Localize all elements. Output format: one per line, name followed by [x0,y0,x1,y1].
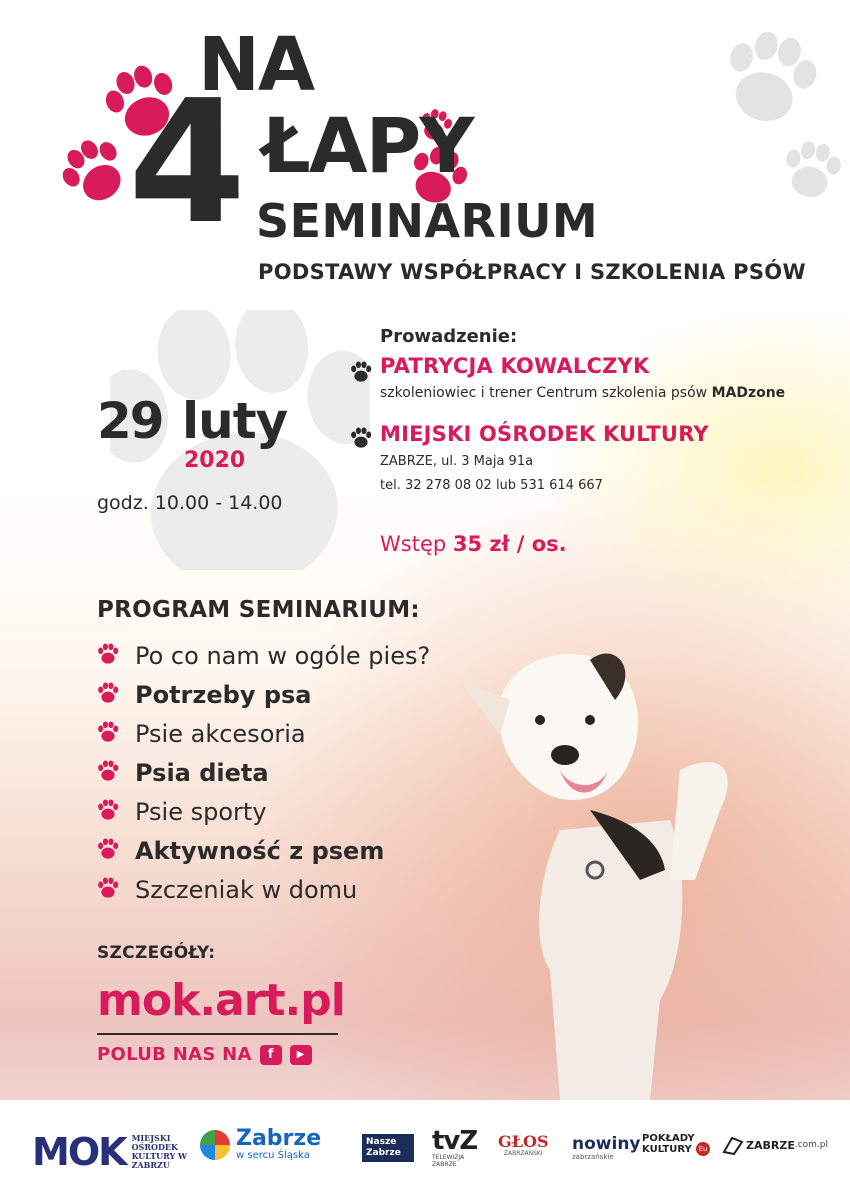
mok-logo [32,1130,194,1174]
pink-paw-bullet-icon [97,798,119,820]
glos-name: GŁOS [498,1132,549,1151]
zabrze-flower-icon [200,1130,230,1160]
host1-brand: MADzone [711,385,786,401]
pink-paw-bullet-icon [97,837,119,859]
nasze-zabrze-logo [362,1134,414,1162]
program-title: PROGRAM SEMINARIUM: [97,597,420,623]
glos-sub: ZABRZAŃSKI [503,1150,543,1157]
paw-bullet-icon [350,426,372,448]
title-four: 4 [128,64,241,262]
follow-label: POLUB NAS NA [97,1044,252,1065]
program-item-text: Aktywność z psem [135,836,385,865]
dog-photo [440,640,740,1100]
pink-paw-bullet-icon [97,876,119,898]
program-list [97,636,430,909]
nowiny-logo [572,1136,641,1161]
pink-paw-bullet-icon [97,642,119,664]
date-hours: godz. 10.00 - 14.00 [97,492,283,514]
nowiny-sub: zabrzańskie [572,1153,614,1161]
pink-paw-bullet-icon [97,720,119,742]
tvz-sub: TELEWIZJA ZABRZE [432,1154,465,1168]
program-item-text: Psie sporty [135,797,267,826]
date-year: 2020 [184,448,246,473]
details-label: SZCZEGÓŁY: [97,943,216,963]
program-item [97,753,430,792]
title-lapy: ŁAPY [262,101,473,190]
zabrze-com-logo [722,1134,828,1156]
host2-name: MIEJSKI OŚRODEK KULTURY [380,422,709,446]
program-item-text: Psia dieta [135,758,269,787]
poklady-name: POKŁADY KULTURY [642,1133,695,1155]
date-day: 29 [97,392,163,450]
zabrze-com-suffix: .com.pl [794,1140,829,1150]
title-seminar: SEMINARIUM [256,194,599,248]
book-icon [722,1134,744,1156]
program-item-text: Psie akcesoria [135,719,306,748]
subtitle: PODSTAWY WSPÓŁPRACY I SZKOLENIA PSÓW [258,260,806,284]
tvz-name: tvZ [432,1126,478,1156]
program-item [97,675,430,714]
paw-bullet-icon [350,360,372,382]
host1-description [380,385,785,401]
zabrze-logo [200,1128,321,1161]
program-item-text: Potrzeby psa [135,680,312,709]
sponsor-logos [0,1100,850,1202]
host1-name: PATRYCJA KOWALCZYK [380,354,650,378]
divider [97,1033,338,1035]
website-link[interactable]: mok.art.pl [97,975,345,1026]
mok-logo-mark: MOK [32,1130,126,1174]
poklady-badge: Eu [696,1142,710,1156]
program-item [97,714,430,753]
zabrze-name: Zabrze [236,1126,322,1151]
program-item-text: Szczeniak w domu [135,875,358,904]
program-item-text: Po co nam w ogóle pies? [135,641,431,670]
nowiny-name: nowiny [572,1134,641,1154]
host1-desc-text: szkoleniowiec i trener Centrum szkolenia psów [380,385,708,401]
host2-phone: tel. 32 278 08 02 lub 531 614 667 [380,478,603,493]
youtube-icon[interactable]: ▶ [290,1045,312,1065]
nasze-zabrze-text: Nasze Zabrze [362,1134,414,1162]
facebook-icon[interactable]: f [260,1045,282,1065]
poklady-kultury-logo [642,1132,710,1156]
hosts-label: Prowadzenie: [380,326,518,347]
program-item [97,636,430,675]
program-item [97,870,430,909]
entry-label: Wstęp [380,532,447,556]
zabrze-tagline: w sercu Śląska [236,1150,310,1161]
grey-paw-icons [700,10,850,210]
tvz-logo [432,1128,477,1168]
program-item [97,831,430,870]
entry-price: 35 zł / os. [452,532,567,556]
date-month: luty [182,392,288,450]
program-item [97,792,430,831]
glos-logo [498,1134,549,1157]
entry-fee [380,532,567,556]
follow-us [97,1044,312,1065]
pink-paw-bullet-icon [97,759,119,781]
zabrze-text [236,1128,321,1161]
title-na: NA [198,22,314,108]
host2-address: ZABRZE, ul. 3 Maja 91a [380,454,534,469]
zabrze-com-name: ZABRZE [746,1138,795,1152]
pink-paw-bullet-icon [97,681,119,703]
mok-logo-text: MIEJSKI OŚRODEK KULTURY W ZABRZU [131,1133,188,1170]
